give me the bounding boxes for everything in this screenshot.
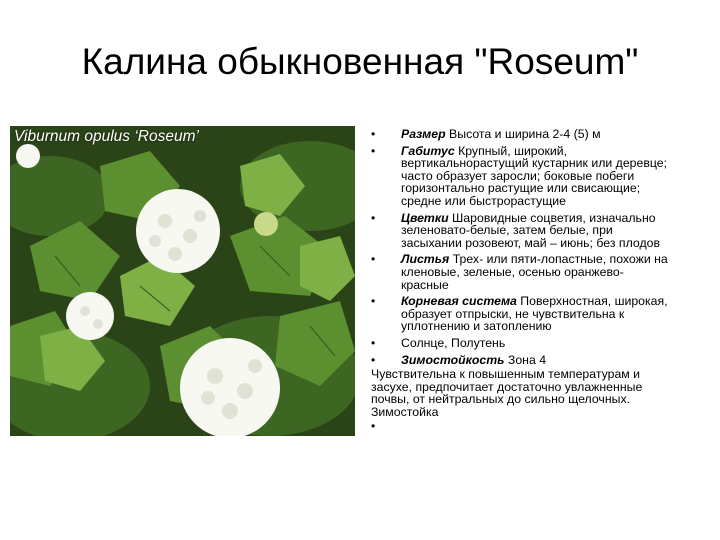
plant-photo-image <box>10 126 355 436</box>
term-text: Солнце, Полутень <box>401 335 506 350</box>
list-item-empty <box>371 420 671 432</box>
list-item-light <box>371 337 671 350</box>
list-item-habit <box>371 145 671 208</box>
bullet-icon: • <box>371 294 376 309</box>
bullet-icon: • <box>371 210 376 225</box>
bullet-icon: • <box>371 252 376 267</box>
term-label: Листья <box>401 252 450 267</box>
term-label: Зимостойкость <box>401 352 505 367</box>
term-text: Поверхностная, широкая, образует отпрыски, не чувствительна к уплотнению и затоплению <box>401 294 668 334</box>
bullet-icon: • <box>371 335 376 350</box>
term-label: Размер <box>401 127 446 141</box>
term-label: Корневая система <box>401 294 517 309</box>
term-text: Крупный, широкий, вертикальнорастущий кустарник или деревце; часто образует заросли; боковые побеги горизонтально растущие или свисающие; средне или быстрорастущие <box>401 143 668 208</box>
term-text: Зона 4 <box>504 352 547 367</box>
list-item-roots <box>371 295 671 333</box>
slide-title: Калина обыкновенная "Roseum" <box>81 41 639 82</box>
list-item-size <box>371 128 671 141</box>
term-label: Габитус <box>401 143 455 158</box>
description-list <box>371 128 671 432</box>
bullet-icon: • <box>371 352 376 367</box>
plant-photo <box>10 126 355 436</box>
bullet-icon: • <box>371 419 376 434</box>
photo-caption: Viburnum opulus ‘Roseum’ <box>14 128 199 145</box>
term-label: Цветки <box>401 210 449 225</box>
list-item-leaves <box>371 253 671 291</box>
bullet-icon: • <box>371 127 376 141</box>
tolerance-note: Чувствительна к повышенным температурам и засухе, предпочитает достаточно увлажненные почвы, от нейтральных до сильно щелочных. Зимостойка <box>371 367 643 419</box>
term-text: Трех- или пяти-лопастные, похожи на кленовые, зеленые, осенью оранжево-красные <box>401 252 668 292</box>
list-item-hardiness <box>371 354 671 367</box>
term-text: Высота и ширина 2-4 (5) м <box>445 127 601 141</box>
list-item-flowers <box>371 212 671 250</box>
bullet-icon: • <box>371 143 376 158</box>
term-text: Шаровидные соцветия, изначально зеленовато-белые, затем белые, при засыхании розовеют, май – июнь; без плодов <box>401 210 660 250</box>
